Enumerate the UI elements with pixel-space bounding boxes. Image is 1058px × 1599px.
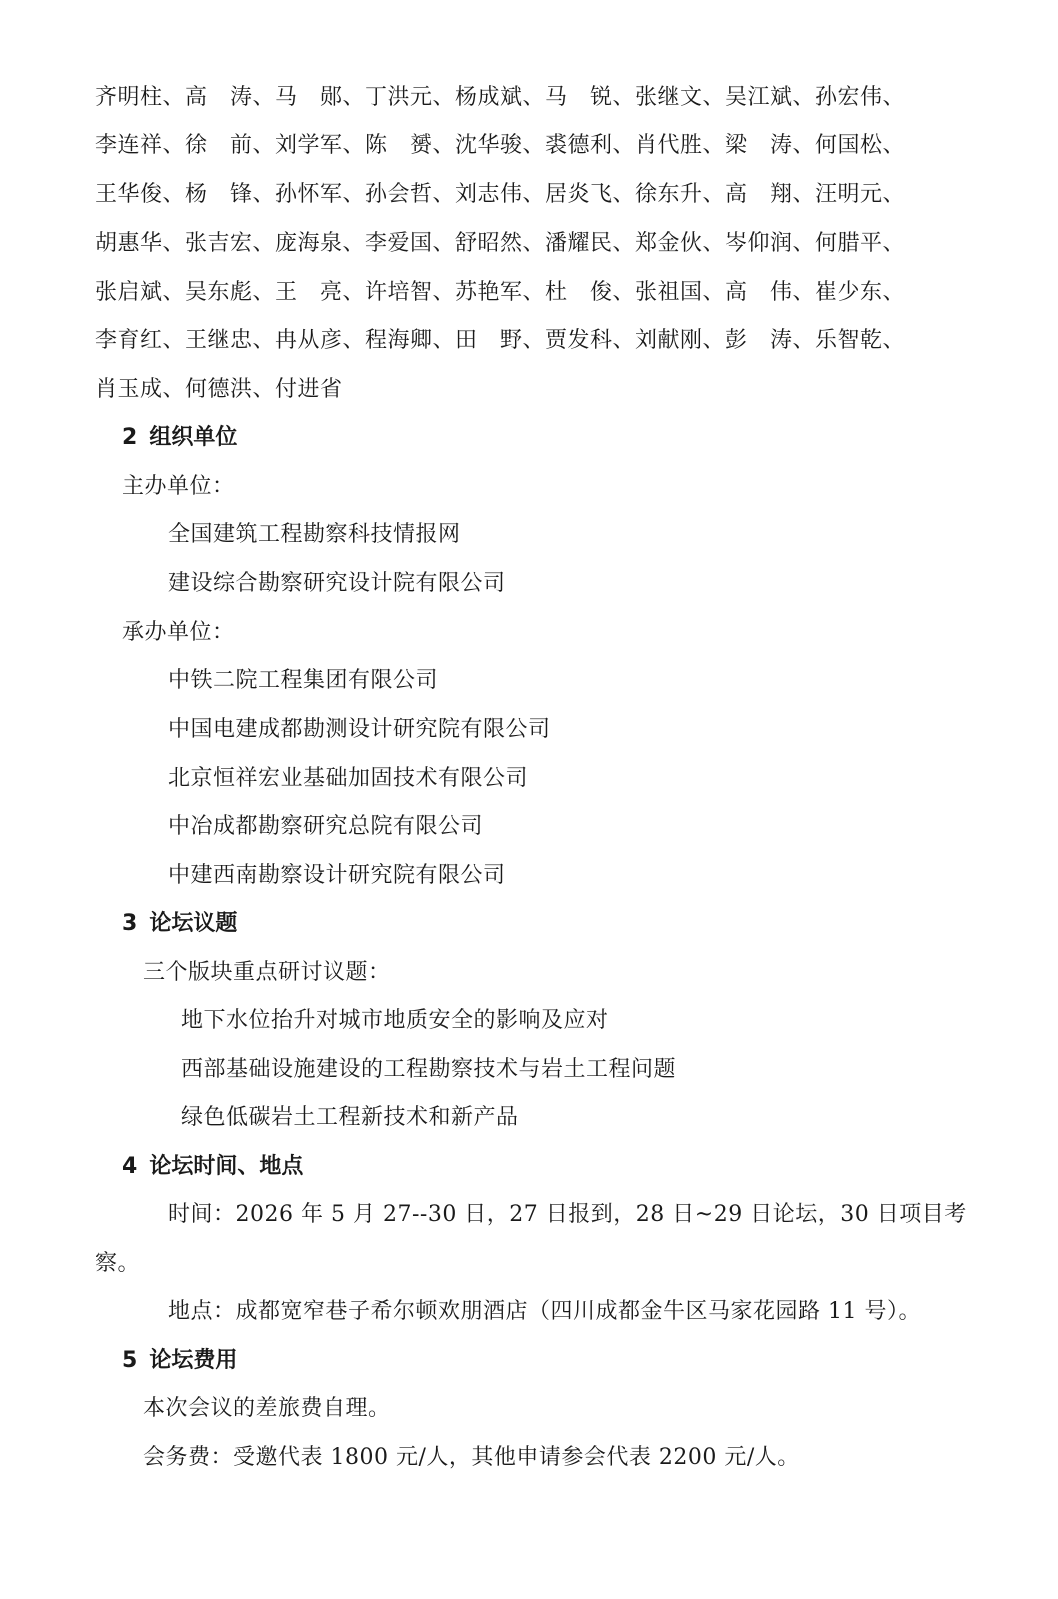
topic-item: 地下水位抬升对城市地质安全的影响及应对 bbox=[181, 1008, 609, 1033]
organizer-item: 北京恒祥宏业基础加固技术有限公司 bbox=[168, 766, 529, 791]
topic-item: 绿色低碳岩土工程新技术和新产品 bbox=[181, 1105, 519, 1130]
organizer-item: 中建西南勘察设计研究院有限公司 bbox=[168, 863, 506, 888]
registration-fee-text: 会务费：受邀代表 1800 元/人，其他申请参会代表 2200 元/人。 bbox=[143, 1445, 800, 1470]
time-text: 时间：2026 年 5 月 27--30 日，27 日报到，28 日~29 日论坛，30 日项目考 bbox=[168, 1202, 967, 1227]
organizer-item: 中国电建成都勘测设计研究院有限公司 bbox=[168, 717, 551, 742]
section-heading-organizers bbox=[122, 424, 237, 452]
organizer-item: 中冶成都勘察研究总院有限公司 bbox=[168, 814, 484, 839]
section-number: 2 bbox=[122, 425, 138, 450]
names-line: 肖玉成、何德洪、付进省 bbox=[95, 377, 343, 402]
section-number: 3 bbox=[122, 911, 138, 936]
names-line: 张启斌、吴东彪、王 亮、许培智、苏艳军、杜 俊、张祖国、高 伟、崔少东、 bbox=[95, 280, 906, 305]
section-heading-time-place bbox=[122, 1153, 303, 1181]
section-heading-topics bbox=[122, 910, 237, 938]
time-text-continued: 察。 bbox=[95, 1251, 141, 1276]
place-text: 地点：成都宽窄巷子希尔顿欢朋酒店（四川成都金牛区马家花园路 11 号）。 bbox=[168, 1299, 921, 1324]
organizer-item: 中铁二院工程集团有限公司 bbox=[168, 668, 439, 693]
names-line: 李育红、王继忠、冉从彦、程海卿、田 野、贾发科、刘献刚、彭 涛、乐智乾、 bbox=[95, 328, 906, 353]
host-item: 全国建筑工程勘察科技情报网 bbox=[168, 522, 461, 547]
names-line: 王华俊、杨 锋、孙怀军、孙会哲、刘志伟、居炎飞、徐东升、高 翔、汪明元、 bbox=[95, 182, 906, 207]
section-title: 论坛费用 bbox=[149, 1348, 238, 1373]
travel-fee-text: 本次会议的差旅费自理。 bbox=[143, 1396, 391, 1421]
section-title: 论坛议题 bbox=[149, 911, 238, 936]
names-line: 李连祥、徐 前、刘学军、陈 赟、沈华骏、裘德利、肖代胜、梁 涛、何国松、 bbox=[95, 133, 906, 158]
section-number: 4 bbox=[122, 1154, 138, 1179]
names-line: 胡惠华、张吉宏、庞海泉、李爱国、舒昭然、潘耀民、郑金伙、岑仰润、何腊平、 bbox=[95, 231, 906, 256]
host-label: 主办单位： bbox=[122, 474, 235, 499]
section-heading-fees bbox=[122, 1347, 237, 1375]
host-item: 建设综合勘察研究设计院有限公司 bbox=[168, 571, 506, 596]
topic-item: 西部基础设施建设的工程勘察技术与岩土工程问题 bbox=[181, 1057, 677, 1082]
organizer-label: 承办单位： bbox=[122, 620, 235, 645]
names-line: 齐明柱、高 涛、马 郧、丁洪元、杨成斌、马 锐、张继文、吴江斌、孙宏伟、 bbox=[95, 85, 906, 110]
topics-intro: 三个版块重点研讨议题： bbox=[143, 960, 391, 985]
section-number: 5 bbox=[122, 1348, 138, 1373]
section-title: 组织单位 bbox=[149, 425, 238, 450]
section-title: 论坛时间、地点 bbox=[149, 1154, 304, 1179]
